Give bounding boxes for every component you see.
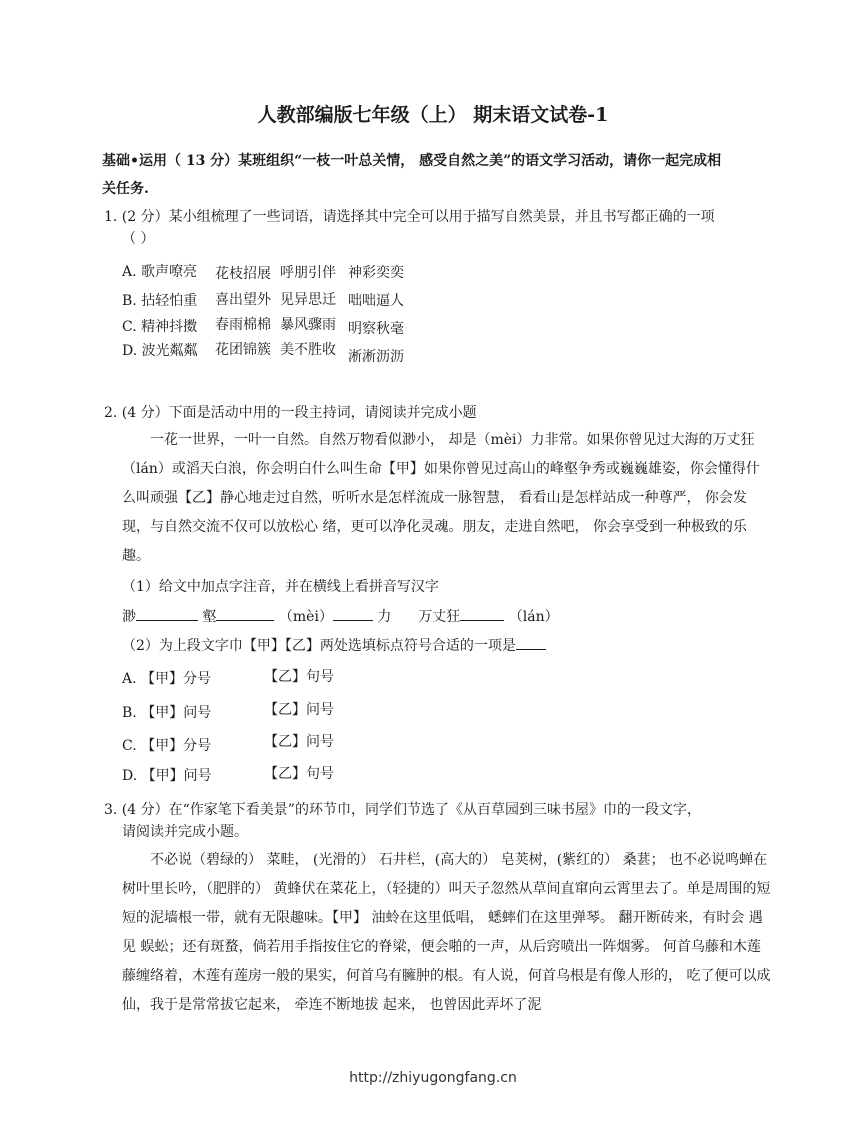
q2-option-a-2: 【乙】句号 [264,669,334,685]
q1-option-b-1: B. 拈轻怕重 [122,293,198,309]
q2-option-b-2: 【乙】问号 [264,702,334,718]
q2-sub-2-answer-blank[interactable] [516,635,546,650]
q2-option-a-1: A. 【甲】分号 [122,671,212,687]
q3-passage: 不必说（碧绿的） 菜畦， (光滑的） 石井栏，(高大的） 皂荚树，(紫红的） 桑葚； 也不必说鸣蝉在树叶里长吟，（肥胖的） 黄蜂伏在菜花上，（轻捷的）叫天子忽然从草间直窜向云霄里去了。单是周围的短短的泥墙根一带，就有无限趣味。【甲】 油蛉在这里低唱， 蟋蟀们在这里弹琴。 翻开断砖来，有时会 遇见 蜈蚣；还有斑蝥，倘若用手指按住它的脊梁，便会啪的一声，从后窍喷出一阵烟雾。 何首乌藤和木莲藤缠络着，木莲有莲房一般的果实，何首乌有臃肿的根。有人说，何首乌根是有像人形的， 吃了便可以成仙，我于是常常拔它起来， 牵连不断地拔 起来， 也曾因此弄坏了泥 [122,852,771,1013]
q1-stem: 1. (2 分）某小组梳理了一些词语，请选择其中完全可以用于描写自然美景，并且书写都正确的一项 [104,209,715,225]
q2-option-c-1: C. 【甲】分号 [122,738,212,754]
q3-stem-line-1: 3. (4 分）在“作家笔下看美景”的环节巾，同学们节选了《从百草园到三味书屋》巾的一段文字， [104,802,701,818]
q1-option-c-1: C. 精神抖擞 [122,319,198,335]
q1-option-b-2: 喜出望外 [215,292,271,308]
blank-mei-char[interactable] [333,606,373,621]
blank-miao-pinyin[interactable] [136,606,198,621]
footer-url[interactable]: http://zhiyugongfang.cn [349,1070,517,1086]
q2-passage: 一花一世界，一叶一自然。自然万物看似渺小， 却是（mèi）力非常。如果你曾见过大海的万丈狂 （lán）或滔天白浪，你会明白什么叫生命【甲】如果你曾见过高山的峰壑争秀或巍巍雄姿，你会懂得什么叫顽强【乙】静心地走过自然，听听水是怎样流成一脉智慧， 看看山是怎样站成一种尊严， 你会发现，与自然交流不仅可以放松心 绪，更可以净化灵魂。朋友，走进自然吧， 你会享受到一种极致的乐趣。 [122,432,760,564]
page-title: 人教部编版七年级（上） 期末语文试卷-1 [257,104,609,126]
blank-he-pinyin[interactable] [216,606,274,621]
q2-option-c-2: 【乙】问号 [264,734,334,750]
q3-stem-line-2: 请阅读并完成小题。 [122,824,248,840]
q1-option-a-1: A. 歌声嘹亮 [122,264,198,280]
blank-label-lan: （lán） [508,609,559,625]
blank-label-wanzhangkuang: 万丈狂 [418,609,461,625]
q1-option-d-3: 美不胜收 [280,342,336,358]
q2-sub-question-2-text: （2）为上段文字巾【甲】【乙】两处选填标点符号合适的一项是 [122,638,516,654]
q2-option-d-1: D. 【甲】问号 [122,768,212,784]
q1-option-d-4: 淅淅沥沥 [348,349,404,365]
q1-option-b-3: 见异思迁 [280,292,336,308]
blank-label-he: 壑 [202,609,217,625]
section-intro-line-1: 基础•运用（ 13 分）某班组织“一枝一叶总关情， 感受自然之美”的语文学习活动，请你一起完成相 [102,153,722,169]
q1-option-d-2: 花团锦簇 [215,342,271,358]
q2-sub-question-2 [122,635,546,655]
q2-option-b-1: B. 【甲】问号 [122,705,212,721]
q1-answer-paren: （ ） [122,231,155,247]
q1-option-a-3: 呼朋引伴 [280,265,336,281]
q1-option-c-3: 暴风骤雨 [280,317,336,333]
q2-stem: 2. (4 分）下面是活动中用的一段主持词，请阅读并完成小题 [104,405,477,421]
q2-option-d-2: 【乙】句号 [264,766,334,782]
q1-option-a-4: 神彩奕奕 [348,265,404,281]
q1-option-c-4: 明察秋毫 [348,321,404,337]
blank-label-mei: （mèi） [278,609,333,625]
blank-label-miao: 渺 [122,609,136,625]
blank-lan-char[interactable] [460,606,504,621]
q2-fill-blanks-row [122,606,559,626]
q1-option-b-4: 咄咄逼人 [348,293,404,309]
q1-option-a-2: 花枝招展 [215,266,271,282]
q1-option-c-2: 春雨棉棉 [215,317,271,333]
q1-option-d-1: D. 波光粼粼 [122,343,198,359]
q2-sub-question-1: （1）给文中加点字注音，并在横线上看拼音写汉字 [122,579,439,595]
section-intro-line-2: 关任务. [102,181,149,197]
blank-label-li: 力 [377,609,392,625]
